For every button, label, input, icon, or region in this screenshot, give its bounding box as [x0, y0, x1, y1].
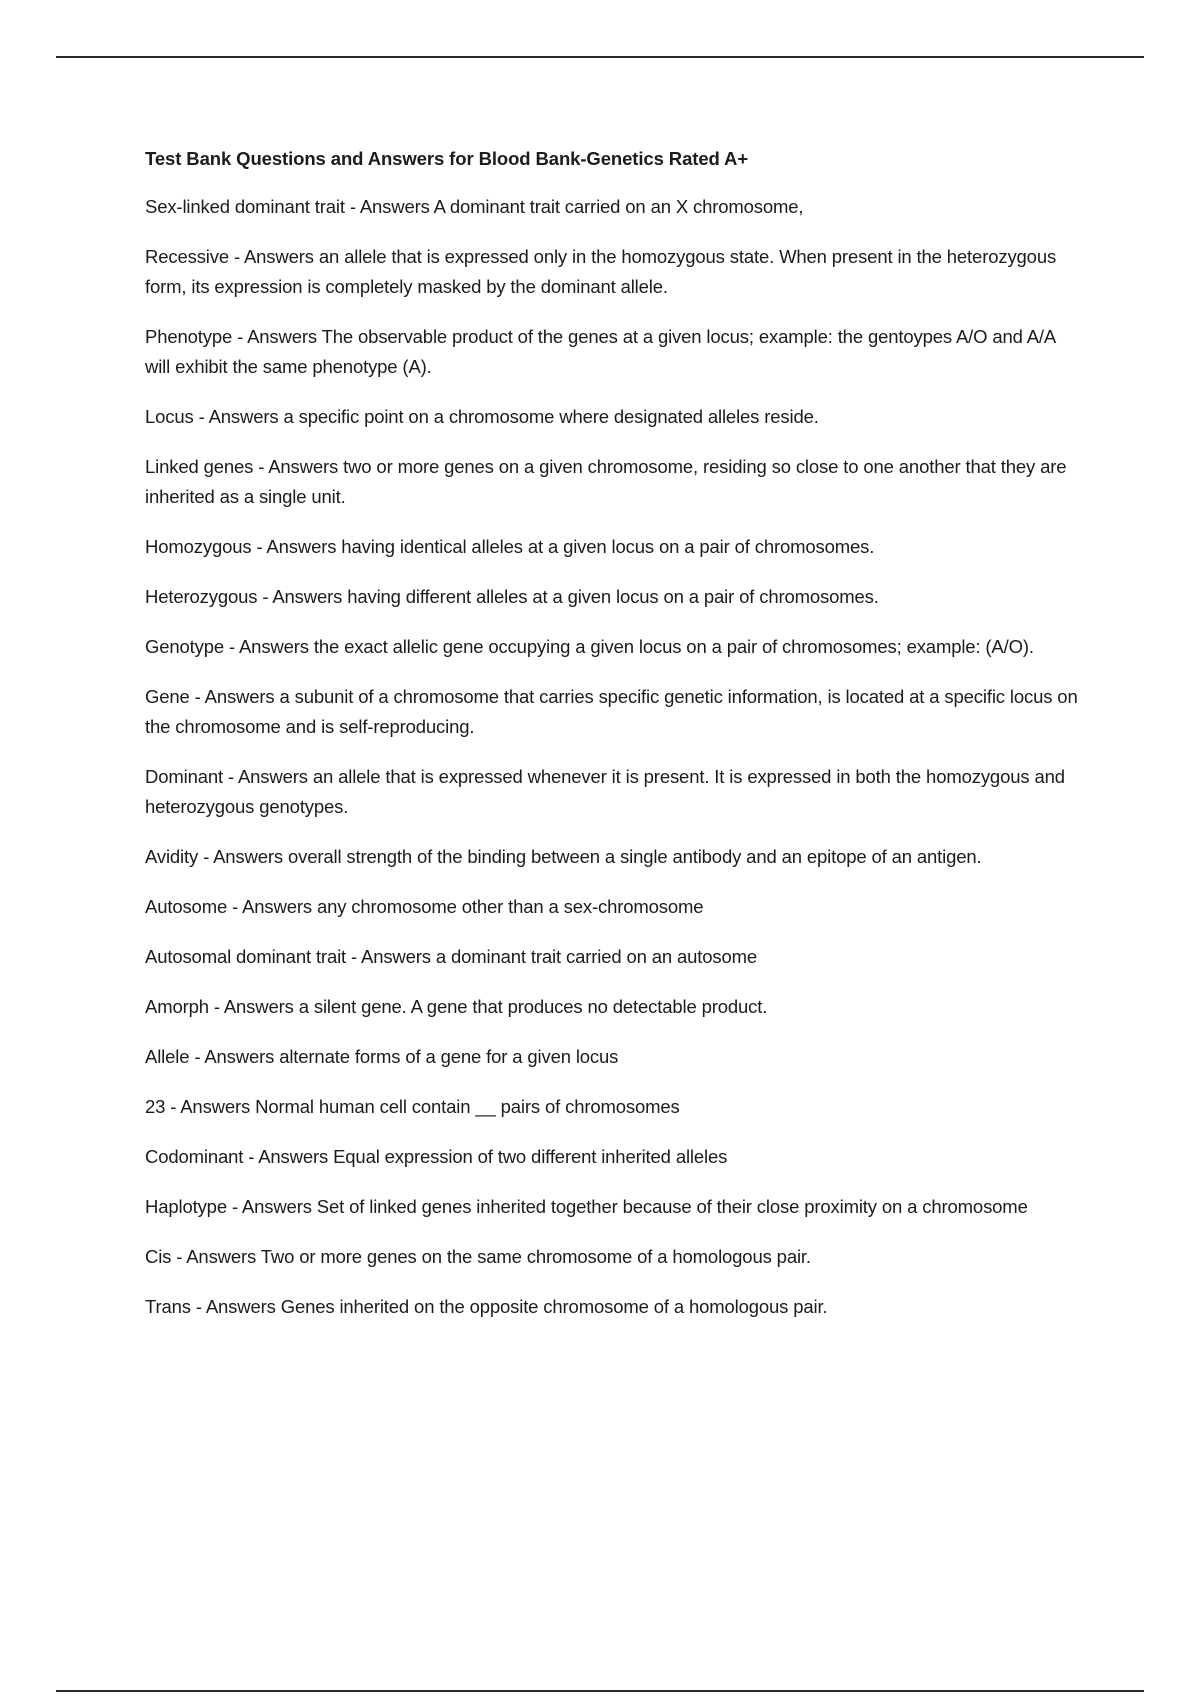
qa-list: [145, 192, 1085, 1322]
qa-entry: Autosome - Answers any chromosome other than a sex-chromosome: [145, 896, 704, 917]
header-rule: [56, 56, 1144, 58]
qa-entry: Dominant - Answers an allele that is expressed whenever it is present. It is expressed in both the homozygous and heterozygous genotypes.: [145, 766, 1065, 817]
qa-entry: Phenotype - Answers The observable product of the genes at a given locus; example: the gentoypes A/O and A/A will exhibit the same phenotype (A).: [145, 326, 1056, 377]
qa-entry: Gene - Answers a subunit of a chromosome that carries specific genetic information, is located at a specific locus on the chromosome and is self-reproducing.: [145, 686, 1078, 737]
qa-entry: Heterozygous - Answers having different alleles at a given locus on a pair of chromosomes.: [145, 586, 879, 607]
qa-entry: Genotype - Answers the exact allelic gene occupying a given locus on a pair of chromosomes; example: (A/O).: [145, 636, 1034, 657]
qa-entry: Linked genes - Answers two or more genes on a given chromosome, residing so close to one another that they are inherited as a single unit.: [145, 456, 1067, 507]
document-title: Test Bank Questions and Answers for Blood Bank-Genetics Rated A+: [145, 148, 749, 169]
qa-entry: Haplotype - Answers Set of linked genes inherited together because of their close proximity on a chromosome: [145, 1196, 1028, 1217]
qa-entry: Avidity - Answers overall strength of the binding between a single antibody and an epitope of an antigen.: [145, 846, 982, 867]
qa-entry: Amorph - Answers a silent gene. A gene that produces no detectable product.: [145, 996, 768, 1017]
qa-entry: Codominant - Answers Equal expression of two different inherited alleles: [145, 1146, 728, 1167]
footer-rule: [56, 1690, 1144, 1692]
qa-entry: Allele - Answers alternate forms of a gene for a given locus: [145, 1046, 619, 1067]
qa-entry: Locus - Answers a specific point on a chromosome where designated alleles reside.: [145, 406, 819, 427]
qa-entry: Sex-linked dominant trait - Answers A dominant trait carried on an X chromosome,: [145, 196, 804, 217]
qa-entry: Trans - Answers Genes inherited on the opposite chromosome of a homologous pair.: [145, 1296, 828, 1317]
qa-entry: Recessive - Answers an allele that is expressed only in the homozygous state. When present in the heterozygous form, its expression is completely masked by the dominant allele.: [145, 246, 1057, 297]
qa-entry: 23 - Answers Normal human cell contain __ pairs of chromosomes: [145, 1096, 680, 1117]
qa-entry: Homozygous - Answers having identical alleles at a given locus on a pair of chromosomes.: [145, 536, 875, 557]
document-body: [145, 144, 1085, 1342]
qa-entry: Cis - Answers Two or more genes on the same chromosome of a homologous pair.: [145, 1246, 811, 1267]
qa-entry: Autosomal dominant trait - Answers a dominant trait carried on an autosome: [145, 946, 758, 967]
